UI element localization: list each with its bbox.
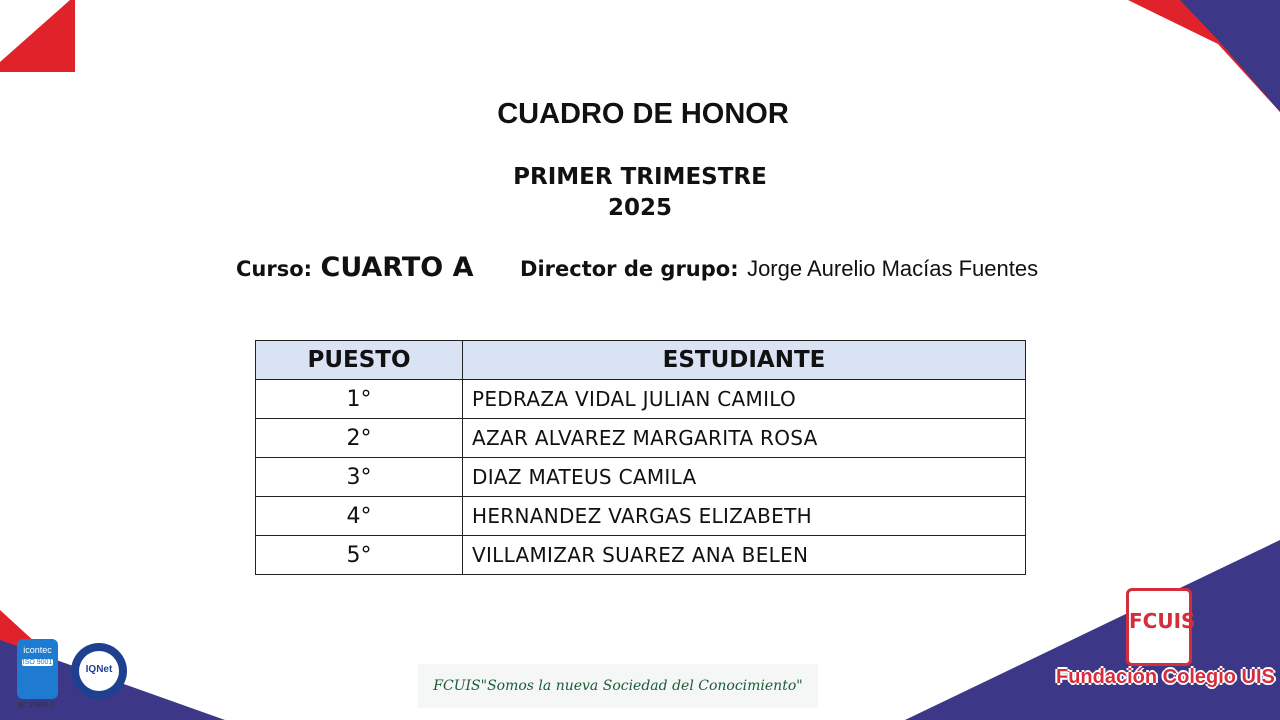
table-row (256, 419, 1026, 458)
position-cell: 4° (256, 497, 463, 536)
position-cell: 3° (256, 458, 463, 497)
trimester-subtitle: PRIMER TRIMESTRE (513, 164, 767, 190)
position-cell: 5° (256, 536, 463, 575)
table-row (256, 380, 1026, 419)
year-subtitle: 2025 (607, 195, 672, 221)
course-label: Curso: (236, 257, 313, 281)
student-cell: DIAZ MATEUS CAMILA (463, 458, 1026, 497)
table-row (256, 458, 1026, 497)
student-cell: HERNANDEZ VARGAS ELIZABETH (463, 497, 1026, 536)
table-header-row (256, 341, 1026, 380)
course-info-line (236, 252, 1038, 283)
position-cell: 2° (256, 419, 463, 458)
student-cell: VILLAMIZAR SUAREZ ANA BELEN (463, 536, 1026, 575)
iqnet-certification-badge (71, 643, 127, 699)
director-name: Jorge Aurelio Macías Fuentes (747, 256, 1039, 281)
logo-mark: FCUIS (1129, 609, 1196, 633)
header-puesto: PUESTO (256, 341, 463, 380)
director-label: Director de grupo: (520, 257, 739, 281)
school-name: Fundación Colegio UIS (1056, 666, 1275, 688)
institution-slogan: FCUIS"Somos la nueva Sociedad del Conocimiento" (418, 664, 818, 708)
student-cell: AZAR ALVAREZ MARGARITA ROSA (463, 419, 1026, 458)
iqnet-label: IQNet (85, 664, 113, 675)
header-estudiante: ESTUDIANTE (463, 341, 1026, 380)
table-row (256, 536, 1026, 575)
page-title: CUADRO DE HONOR (497, 98, 789, 130)
course-value: CUARTO A (320, 252, 474, 283)
student-cell: PEDRAZA VIDAL JULIAN CAMILO (463, 380, 1026, 419)
honor-roll-table (255, 340, 1026, 575)
icontec-certification-badge (17, 639, 58, 699)
certificate-code: SC 53883-1 (17, 702, 55, 709)
school-logo (1126, 588, 1196, 666)
table-row (256, 497, 1026, 536)
position-cell: 1° (256, 380, 463, 419)
icontec-label: icontec (23, 645, 52, 655)
iso-label: ISO 9001 (22, 659, 53, 666)
